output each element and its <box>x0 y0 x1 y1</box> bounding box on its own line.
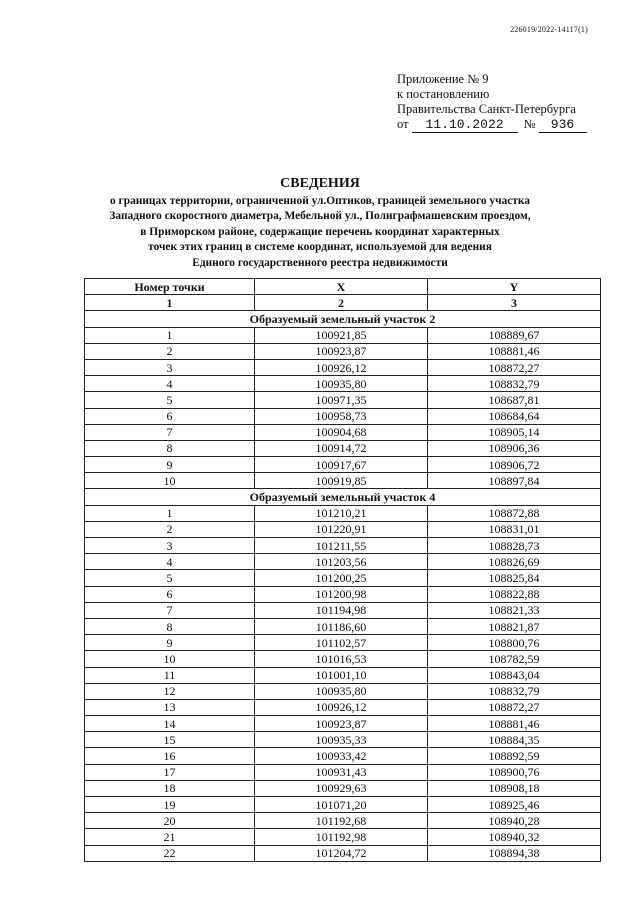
y-coordinate-cell: 108908,18 <box>428 780 601 796</box>
point-number-cell: 3 <box>85 538 255 554</box>
x-coordinate-cell: 100926,12 <box>255 699 428 715</box>
point-number-cell: 20 <box>85 813 255 829</box>
heading-line: Единого государственного реестра недвижимости <box>192 256 448 269</box>
table-row <box>85 376 601 392</box>
table-row <box>85 651 601 667</box>
x-coordinate-cell: 100923,87 <box>255 343 428 359</box>
y-coordinate-cell: 108800,76 <box>428 635 601 651</box>
y-coordinate-cell: 108940,32 <box>428 829 601 845</box>
point-number-cell: 10 <box>85 473 255 489</box>
point-number-cell: 18 <box>85 780 255 796</box>
y-coordinate-cell: 108881,46 <box>428 716 601 732</box>
point-number-cell: 1 <box>85 327 255 343</box>
x-coordinate-cell: 101211,55 <box>255 538 428 554</box>
heading-line: о границах территории, ограниченной ул.Оптиков, границей земельного участка <box>110 195 530 207</box>
y-coordinate-cell: 108940,28 <box>428 813 601 829</box>
y-coordinate-cell: 108828,73 <box>428 538 601 554</box>
table-row <box>85 424 601 440</box>
table-row <box>85 748 601 764</box>
y-coordinate-cell: 108905,14 <box>428 424 601 440</box>
x-coordinate-cell: 101200,25 <box>255 570 428 586</box>
y-coordinate-cell: 108843,04 <box>428 667 601 683</box>
y-coordinate-cell: 108821,33 <box>428 602 601 618</box>
section-row <box>85 489 601 505</box>
table-row <box>85 473 601 489</box>
table-row <box>85 732 601 748</box>
x-coordinate-cell: 101192,68 <box>255 813 428 829</box>
y-coordinate-cell: 108831,01 <box>428 521 601 537</box>
resolution-date: 11.10.2022 <box>412 118 518 133</box>
y-coordinate-cell: 108872,88 <box>428 505 601 521</box>
point-number-cell: 6 <box>85 586 255 602</box>
x-coordinate-cell: 101016,53 <box>255 651 428 667</box>
point-number-cell: 15 <box>85 732 255 748</box>
table-row <box>85 764 601 780</box>
x-coordinate-cell: 100929,63 <box>255 780 428 796</box>
header-y: Y <box>428 279 601 295</box>
y-coordinate-cell: 108906,36 <box>428 440 601 456</box>
column-index: 3 <box>428 295 601 311</box>
x-coordinate-cell: 100914,72 <box>255 440 428 456</box>
x-coordinate-cell: 100958,73 <box>255 408 428 424</box>
table-row <box>85 392 601 408</box>
y-coordinate-cell: 108822,88 <box>428 586 601 602</box>
header-point-number: Номер точки <box>85 279 255 295</box>
x-coordinate-cell: 100926,12 <box>255 359 428 375</box>
section-row <box>85 311 601 327</box>
heading-line: Западного скоростного диаметра, Мебельной ул., Полиграфмашевским проездом, <box>109 210 531 223</box>
table-row <box>85 699 601 715</box>
y-coordinate-cell: 108925,46 <box>428 797 601 813</box>
table-row <box>85 845 601 861</box>
table-row <box>85 343 601 359</box>
y-coordinate-cell: 108782,59 <box>428 651 601 667</box>
point-number-cell: 5 <box>85 570 255 586</box>
point-number-cell: 2 <box>85 521 255 537</box>
point-number-cell: 4 <box>85 554 255 570</box>
point-number-cell: 3 <box>85 359 255 375</box>
x-coordinate-cell: 101203,56 <box>255 554 428 570</box>
x-coordinate-cell: 101204,72 <box>255 845 428 861</box>
x-coordinate-cell: 101220,91 <box>255 521 428 537</box>
table-row <box>85 618 601 634</box>
y-coordinate-cell: 108889,67 <box>428 327 601 343</box>
table-row <box>85 327 601 343</box>
table-row <box>85 408 601 424</box>
document-number: 226019/2022-14117(1) <box>510 25 588 34</box>
point-number-cell: 21 <box>85 829 255 845</box>
point-number-cell: 16 <box>85 748 255 764</box>
column-index-row <box>85 295 601 311</box>
table-row <box>85 554 601 570</box>
x-coordinate-cell: 100935,80 <box>255 683 428 699</box>
column-index: 2 <box>255 295 428 311</box>
document-title: СВЕДЕНИЯ <box>280 176 360 191</box>
point-number-cell: 6 <box>85 408 255 424</box>
point-number-cell: 11 <box>85 667 255 683</box>
section-title: Образуемый земельный участок 2 <box>85 311 601 327</box>
y-coordinate-cell: 108826,69 <box>428 554 601 570</box>
point-number-cell: 1 <box>85 505 255 521</box>
resolution-number: 936 <box>539 118 587 133</box>
point-number-cell: 7 <box>85 424 255 440</box>
header-x: X <box>255 279 428 295</box>
y-coordinate-cell: 108906,72 <box>428 457 601 473</box>
table-row <box>85 521 601 537</box>
point-number-cell: 19 <box>85 797 255 813</box>
y-coordinate-cell: 108894,38 <box>428 845 601 861</box>
table-row <box>85 635 601 651</box>
point-number-cell: 4 <box>85 376 255 392</box>
table-body <box>85 311 601 861</box>
table-row <box>85 570 601 586</box>
x-coordinate-cell: 100935,33 <box>255 732 428 748</box>
point-number-cell: 10 <box>85 651 255 667</box>
table-row <box>85 505 601 521</box>
x-coordinate-cell: 101102,57 <box>255 635 428 651</box>
table-row <box>85 667 601 683</box>
y-coordinate-cell: 108897,84 <box>428 473 601 489</box>
x-coordinate-cell: 101071,20 <box>255 797 428 813</box>
x-coordinate-cell: 100935,80 <box>255 376 428 392</box>
table-row <box>85 359 601 375</box>
x-coordinate-cell: 101210,21 <box>255 505 428 521</box>
table-row <box>85 716 601 732</box>
x-coordinate-cell: 100923,87 <box>255 716 428 732</box>
table-row <box>85 780 601 796</box>
y-coordinate-cell: 108832,79 <box>428 376 601 392</box>
heading-line: в Приморском районе, содержащие перечень координат характерных <box>140 225 500 238</box>
x-coordinate-cell: 101200,98 <box>255 586 428 602</box>
x-coordinate-cell: 100933,42 <box>255 748 428 764</box>
appendix-line-1: Приложение № 9 <box>397 72 489 86</box>
table-header-row <box>85 279 601 295</box>
y-coordinate-cell: 108684,64 <box>428 408 601 424</box>
column-index: 1 <box>85 295 255 311</box>
x-coordinate-cell: 100971,35 <box>255 392 428 408</box>
x-coordinate-cell: 101194,98 <box>255 602 428 618</box>
x-coordinate-cell: 100919,85 <box>255 473 428 489</box>
table-row <box>85 829 601 845</box>
point-number-cell: 7 <box>85 602 255 618</box>
appendix-line-2: к постановлению <box>397 87 490 101</box>
table-row <box>85 538 601 554</box>
x-coordinate-cell: 101192,98 <box>255 829 428 845</box>
appendix-date-line <box>397 117 587 133</box>
x-coordinate-cell: 101001,10 <box>255 667 428 683</box>
y-coordinate-cell: 108881,46 <box>428 343 601 359</box>
appendix-block <box>397 72 587 133</box>
point-number-cell: 17 <box>85 764 255 780</box>
y-coordinate-cell: 108892,59 <box>428 748 601 764</box>
x-coordinate-cell: 100931,43 <box>255 764 428 780</box>
table-row <box>85 813 601 829</box>
point-number-cell: 9 <box>85 635 255 651</box>
y-coordinate-cell: 108825,84 <box>428 570 601 586</box>
section-title: Образуемый земельный участок 4 <box>85 489 601 505</box>
date-prefix: от <box>397 117 409 131</box>
y-coordinate-cell: 108900,76 <box>428 764 601 780</box>
y-coordinate-cell: 108821,87 <box>428 618 601 634</box>
point-number-cell: 8 <box>85 618 255 634</box>
x-coordinate-cell: 100904,68 <box>255 424 428 440</box>
coordinates-table <box>84 278 601 862</box>
point-number-cell: 13 <box>85 699 255 715</box>
x-coordinate-cell: 100921,85 <box>255 327 428 343</box>
x-coordinate-cell: 100917,67 <box>255 457 428 473</box>
y-coordinate-cell: 108872,27 <box>428 699 601 715</box>
table-row <box>85 683 601 699</box>
y-coordinate-cell: 108872,27 <box>428 359 601 375</box>
number-prefix: № <box>523 117 536 131</box>
table-row <box>85 602 601 618</box>
point-number-cell: 8 <box>85 440 255 456</box>
table-row <box>85 457 601 473</box>
table-row <box>85 586 601 602</box>
point-number-cell: 14 <box>85 716 255 732</box>
point-number-cell: 22 <box>85 845 255 861</box>
x-coordinate-cell: 101186,60 <box>255 618 428 634</box>
y-coordinate-cell: 108884,35 <box>428 732 601 748</box>
table-row <box>85 797 601 813</box>
point-number-cell: 5 <box>85 392 255 408</box>
y-coordinate-cell: 108832,79 <box>428 683 601 699</box>
point-number-cell: 12 <box>85 683 255 699</box>
table-row <box>85 440 601 456</box>
document-heading <box>0 176 640 271</box>
point-number-cell: 9 <box>85 457 255 473</box>
point-number-cell: 2 <box>85 343 255 359</box>
heading-line: точек этих границ в системе координат, используемой для ведения <box>148 241 492 254</box>
appendix-line-3: Правительства Санкт-Петербурга <box>397 102 576 116</box>
y-coordinate-cell: 108687,81 <box>428 392 601 408</box>
